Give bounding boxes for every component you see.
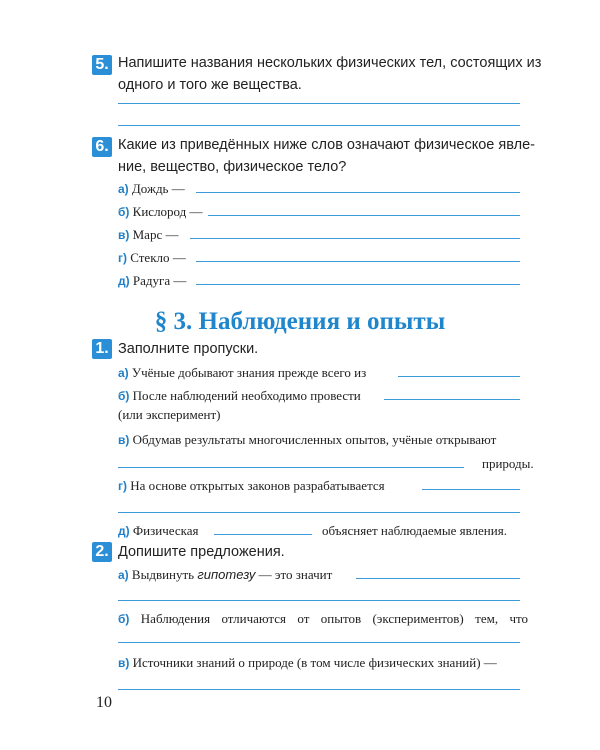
answer-line[interactable] — [356, 578, 520, 579]
task-6-item-a: а) Дождь — — [118, 181, 185, 196]
s1-item-v-tail: природы. — [482, 456, 534, 471]
answer-line[interactable] — [190, 238, 520, 239]
task-6-line2: ние, вещество, физическое тело? — [118, 159, 347, 175]
s2-item-b: б) Наблюдения отличаются от опытов (экспериментов) тем, что — [118, 611, 528, 626]
answer-line[interactable] — [208, 215, 520, 216]
answer-line[interactable] — [196, 261, 520, 262]
s1-item-b-extra: (или эксперимент) — [118, 407, 221, 422]
answer-line[interactable] — [196, 192, 520, 193]
task-5-line2: одного и того же вещества. — [118, 77, 302, 93]
task-5-text — [118, 52, 541, 96]
s1-item-a: а) Учёные добывают знания прежде всего из — [118, 365, 367, 380]
task-6-line1: Какие из приведённых ниже слов означают физическое явле- — [118, 137, 535, 153]
section-task-number-2: 2. — [92, 542, 112, 562]
s2-item-v: в) Источники знаний о природе (в том числе физических знаний) — — [118, 655, 497, 670]
answer-line[interactable] — [118, 642, 520, 643]
answer-line[interactable] — [118, 125, 520, 126]
answer-line[interactable] — [118, 600, 520, 601]
task-5-line1: Напишите названия нескольких физических тел, состоящих из — [118, 55, 542, 71]
s1-item-d-post: объясняет наблюдаемые явления. — [322, 523, 507, 538]
answer-line[interactable] — [196, 284, 520, 285]
answer-line[interactable] — [384, 399, 520, 400]
page-number: 10 — [96, 694, 112, 711]
answer-line[interactable] — [118, 103, 520, 104]
s2-item-a: а) Выдвинуть гипотезу — это значит — [118, 567, 333, 582]
s1-item-g: г) На основе открытых законов разрабатывается — [118, 478, 385, 493]
answer-line[interactable] — [422, 489, 520, 490]
section-task-2-text: Допишите предложения. — [118, 544, 285, 560]
answer-line[interactable] — [214, 534, 312, 535]
section-task-number-1: 1. — [92, 339, 112, 359]
s1-item-d: д) Физическая — [118, 523, 199, 538]
answer-line[interactable] — [118, 467, 464, 468]
answer-line[interactable] — [118, 512, 520, 513]
section-title: § 3. Наблюдения и опыты — [154, 308, 446, 335]
task-6-item-d: д) Радуга — — [118, 273, 187, 288]
answer-line[interactable] — [118, 689, 520, 690]
task-number-5: 5. — [92, 55, 112, 75]
answer-line[interactable] — [398, 376, 520, 377]
task-6-item-g: г) Стекло — — [118, 250, 186, 265]
s1-item-b: б) После наблюдений необходимо провести — [118, 388, 361, 403]
task-number-6: 6. — [92, 137, 112, 157]
task-6-item-b: б) Кислород — — [118, 204, 203, 219]
task-6-item-v: в) Марс — — [118, 227, 179, 242]
task-6-text — [118, 134, 535, 178]
section-task-1-text: Заполните пропуски. — [118, 341, 259, 357]
s1-item-v: в) Обдумав результаты многочисленных опытов, учёные открывают — [118, 432, 497, 447]
